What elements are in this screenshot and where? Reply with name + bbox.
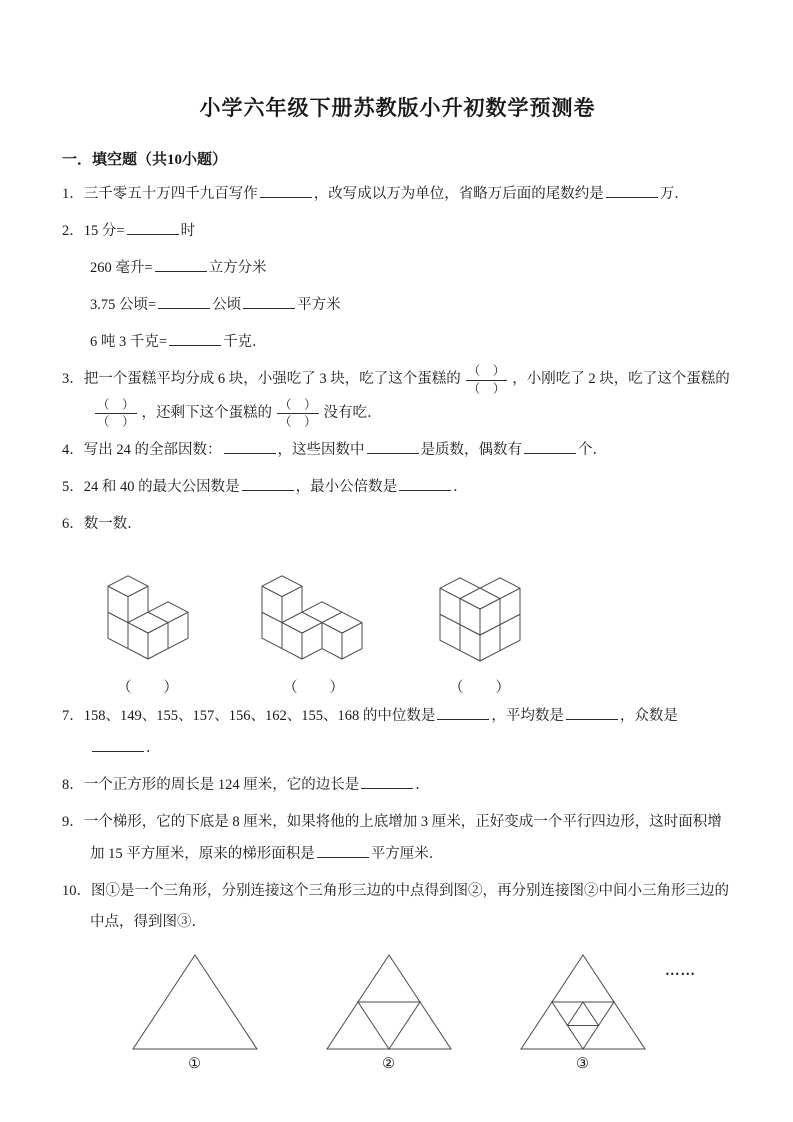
q-text: ．	[146, 740, 161, 757]
q-text: 一个梯形，它的下底是 8 厘米，如果将他的上底增加 3 厘米，正好变成一个平行四边形，这时面积增加 15 平方厘米，原来的梯形面积是	[83, 813, 722, 862]
section-heading: 一．填空题（共10小题）	[62, 152, 228, 168]
q-text: ，最小公倍数是	[295, 479, 398, 496]
figure-label: ①	[188, 1056, 202, 1073]
triangle-figure-2	[322, 951, 456, 1073]
q-text: ，改写成以万为单位，省略万后面的尾数约是	[313, 186, 604, 202]
question-3	[62, 363, 733, 430]
triangle-drawing-3	[516, 951, 650, 1053]
cube-figures	[88, 549, 733, 697]
triangle-drawing-1	[128, 951, 262, 1053]
answer-parens: （ ）	[449, 680, 511, 697]
answer-blank	[361, 773, 413, 789]
q-text: 时	[180, 222, 196, 239]
question-9	[62, 807, 733, 871]
answer-blank	[317, 842, 369, 858]
fraction-denominator: （ ）	[97, 415, 135, 430]
question-1	[62, 179, 733, 211]
q-text: ，众数是	[619, 708, 678, 725]
cube-stack-drawing-2	[254, 549, 374, 673]
page-title: 小学六年级下册苏教版小升初数学预测卷	[199, 96, 596, 120]
cube-figure-2	[254, 549, 374, 697]
question-2-line-2	[62, 253, 733, 285]
answer-blank	[92, 737, 144, 753]
q-number: 9．	[62, 813, 84, 830]
q-text: 158、149、155、157、156、162、155、168 的中位数是	[83, 708, 436, 725]
cube-figure-3	[420, 549, 540, 697]
q-number: 3．	[62, 371, 84, 388]
answer-blank	[524, 439, 576, 455]
answer-blank	[127, 219, 179, 235]
q-text: 图①是一个三角形，分别连接这个三角形三边的中点得到图②，再分别连接图②中间小三角形三边的中点，得到图③．	[90, 882, 729, 931]
question-5	[62, 472, 733, 504]
fraction-denominator: （ ）	[279, 415, 317, 430]
answer-blank	[566, 705, 618, 721]
answer-blank	[437, 705, 489, 721]
figure-label: ②	[382, 1056, 396, 1073]
q-text: 一个正方形的周长是 124 厘米，它的边长是	[83, 776, 360, 793]
q-text: ，平均数是	[491, 708, 564, 725]
answer-blank	[606, 183, 658, 199]
answer-blank	[224, 439, 276, 455]
answer-blank	[155, 256, 207, 272]
q-number: 6．	[62, 516, 84, 533]
q-number: 5．	[62, 479, 84, 496]
triangle-figure-1	[128, 951, 262, 1073]
question-8	[62, 770, 733, 802]
question-2-line-3	[62, 290, 733, 322]
triangle-figures	[128, 951, 733, 1073]
fraction-blank	[277, 397, 319, 431]
q-text: 24 和 40 的最大公因数是	[83, 479, 240, 496]
question-2-line-4	[62, 327, 733, 359]
q-text: ．	[453, 479, 468, 496]
q-number: 7．	[62, 708, 84, 725]
question-4	[62, 435, 733, 467]
q-text: 公顷	[212, 296, 242, 313]
answer-blank	[243, 293, 295, 309]
q-text: 平方厘米．	[370, 845, 444, 862]
q-number: 4．	[62, 442, 84, 459]
cube-stack-drawing-1	[88, 549, 208, 673]
answer-blank	[169, 330, 221, 346]
q-text: ．	[415, 776, 430, 793]
q-number: 8．	[62, 776, 84, 793]
q-text: ，小刚吃了 2 块，吃了这个蛋糕的	[512, 371, 730, 388]
answer-blank	[242, 476, 294, 492]
fraction-blank	[466, 363, 508, 397]
q-number: 1．	[62, 186, 84, 202]
question-7	[62, 701, 733, 765]
question-10	[62, 876, 733, 940]
figure-label: ③	[576, 1056, 590, 1073]
q-text: 写出 24 的全部因数：	[83, 442, 222, 459]
fraction-blank	[95, 397, 137, 431]
q-text: 数一数．	[83, 516, 142, 533]
q-text: 万．	[659, 186, 689, 202]
q-text: 没有吃．	[323, 405, 382, 422]
ellipsis-dots: ……	[665, 963, 696, 980]
answer-parens: （ ）	[117, 680, 179, 697]
fraction-denominator: （ ）	[467, 381, 506, 396]
answer-blank	[399, 476, 451, 492]
q-text: 是质数，偶数有	[420, 442, 522, 459]
q-text: 把一个蛋糕平均分成 6 块，小强吃了 3 块，吃了这个蛋糕的	[83, 371, 461, 388]
answer-parens: （ ）	[283, 680, 345, 697]
q-text: 平方米	[297, 296, 341, 313]
q-text: 三千零五十万四千九百写作	[83, 186, 258, 202]
question-6	[62, 509, 733, 541]
answer-blank	[367, 439, 419, 455]
q-text: 立方分米	[208, 259, 267, 276]
q-text: 3.75 公顷=	[90, 296, 157, 313]
fraction-numerator: （ ）	[95, 397, 137, 414]
fraction-numerator: （ ）	[466, 363, 508, 380]
answer-blank	[158, 293, 210, 309]
triangle-figure-3	[516, 951, 696, 1073]
q-text: 千克．	[223, 333, 267, 350]
q-number: 2．	[62, 222, 84, 239]
question-2	[62, 216, 733, 248]
q-text: ，这些因数中	[277, 442, 365, 459]
q-text: 6 吨 3 千克=	[90, 333, 168, 350]
q-text: 个．	[578, 442, 607, 459]
triangle-drawing-2	[322, 951, 456, 1053]
q-text: ，还剩下这个蛋糕的	[141, 405, 273, 422]
q-number: 10．	[62, 882, 91, 899]
fraction-numerator: （ ）	[277, 397, 319, 414]
q-text: 15 分=	[83, 222, 125, 239]
q-text: 260 毫升=	[90, 259, 153, 276]
answer-blank	[260, 183, 312, 199]
cube-figure-1	[88, 549, 208, 697]
cube-stack-drawing-3	[420, 549, 540, 673]
